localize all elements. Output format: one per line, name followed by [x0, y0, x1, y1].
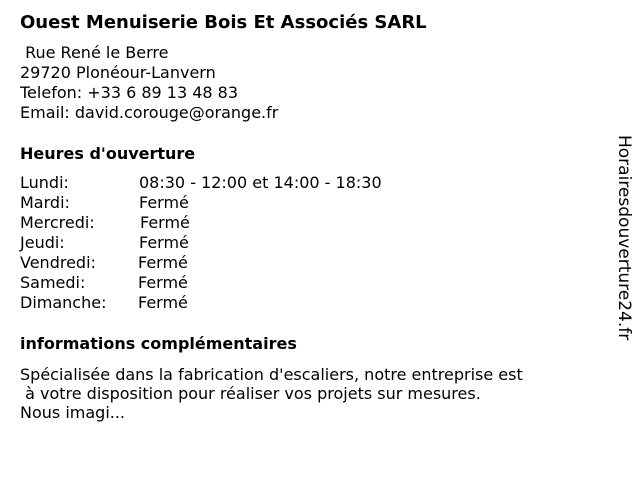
site-watermark: [612, 135, 636, 345]
day-hours: Fermé: [138, 293, 188, 312]
day-label: Vendredi:: [20, 253, 96, 272]
day-hours: Fermé: [138, 273, 188, 292]
day-label: Jeudi:: [20, 233, 65, 252]
business-description: [20, 365, 600, 422]
contact-block: [20, 43, 278, 123]
additional-info-heading: informations complémentaires: [20, 334, 297, 353]
day-hours: Fermé: [139, 233, 189, 252]
day-hours: Fermé: [138, 253, 188, 272]
opening-hours-heading: Heures d'ouverture: [20, 144, 196, 163]
description-line: Nous imagi...: [20, 403, 126, 422]
day-label: Samedi:: [20, 273, 86, 292]
street-address: Rue René le Berre: [20, 43, 169, 62]
day-label: Lundi:: [20, 173, 69, 192]
email-address: Email: david.corouge@orange.fr: [20, 103, 279, 122]
day-hours: Fermé: [140, 213, 190, 232]
day-hours: 08:30 - 12:00 et 14:00 - 18:30: [139, 173, 382, 192]
description-line: Spécialisée dans la fabrication d'escaliers, notre entreprise est: [20, 365, 523, 384]
business-name: Ouest Menuiserie Bois Et Associés SARL: [20, 12, 427, 33]
watermark-text: Horairesdouverture24.fr: [614, 135, 634, 341]
phone-number: Telefon: +33 6 89 13 48 83: [20, 83, 239, 102]
day-label: Mercredi:: [20, 213, 95, 232]
city-postal: 29720 Plonéour-Lanvern: [20, 63, 216, 82]
day-hours: Fermé: [139, 193, 189, 212]
description-line: à votre disposition pour réaliser vos projets sur mesures.: [20, 384, 481, 403]
day-label: Mardi:: [20, 193, 70, 212]
day-label: Dimanche:: [20, 293, 107, 312]
